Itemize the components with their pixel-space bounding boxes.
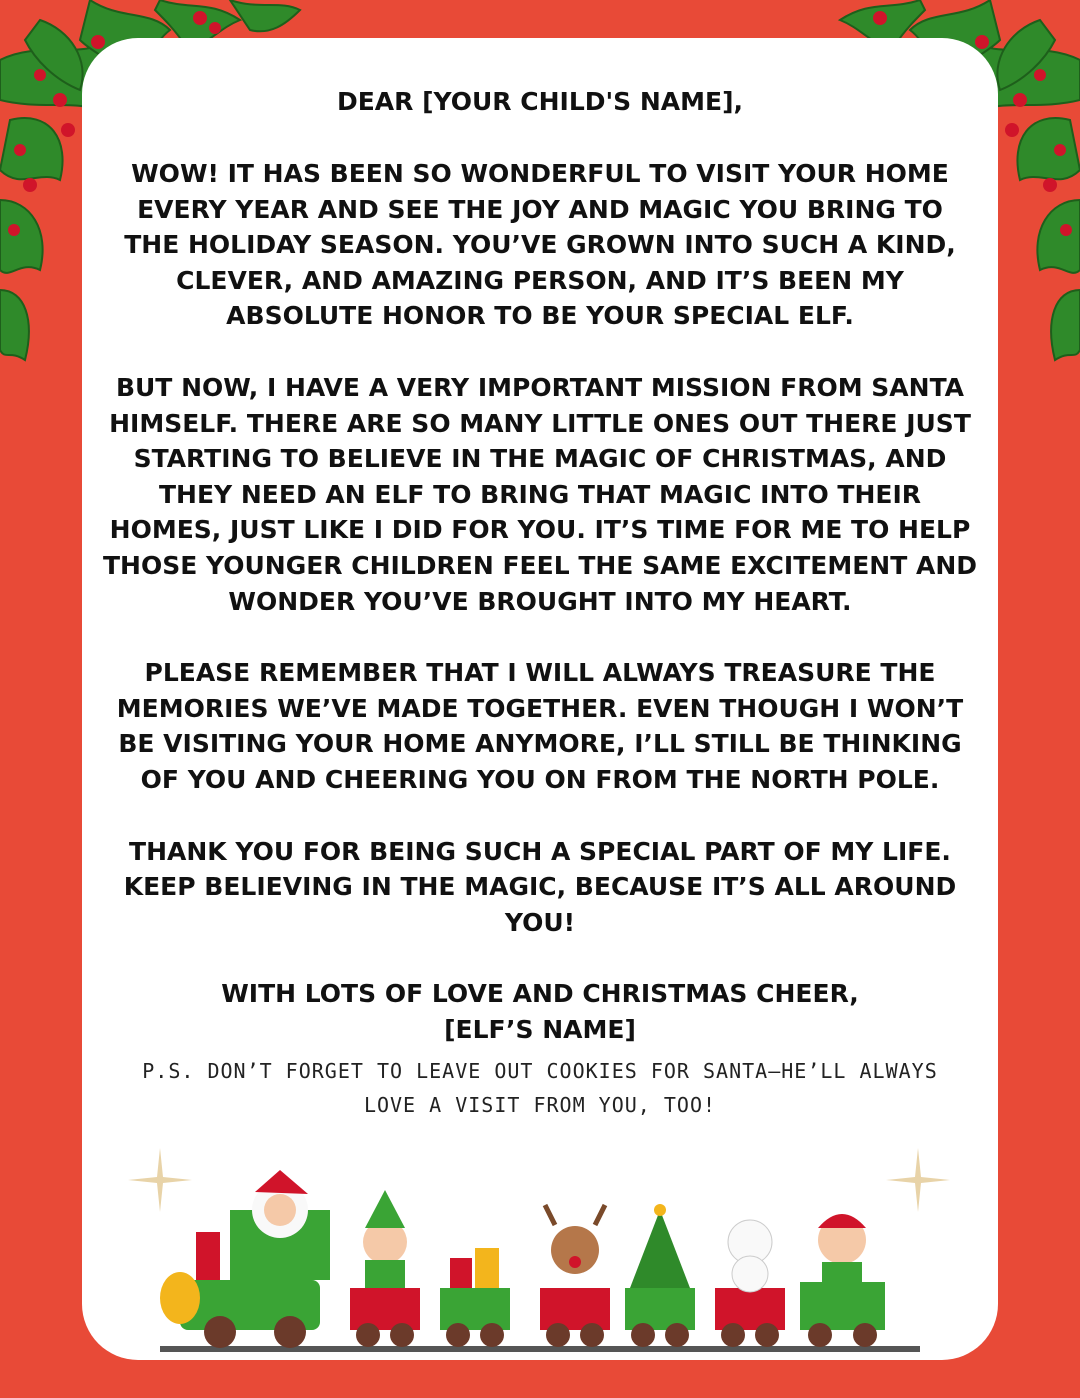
- paragraph-4: THANK YOU FOR BEING SUCH A SPECIAL PART OF MY LIFE. KEEP BELIEVING IN THE MAGIC, BECAUSE IT’S ALL AROUND YOU!: [123, 836, 957, 937]
- paragraph-1: WOW! IT HAS BEEN SO WONDERFUL TO VISIT YOUR HOME EVERY YEAR AND SEE THE JOY AND MAGIC YOU BRING TO THE HOLIDAY SEASON. YOU’VE GROWN INTO SUCH A KIND, CLEVER, AND AMAZING PERSON, AND IT’S BEEN MY ABSOLUTE HONOR TO BE YOUR SPECIAL ELF.: [124, 159, 956, 331]
- salutation: DEAR [YOUR CHILD'S NAME],: [336, 87, 744, 116]
- paragraph-3: PLEASE REMEMBER THAT I WILL ALWAYS TREASURE THE MEMORIES WE’VE MADE TOGETHER. EVEN THOUGH I WON’T BE VISITING YOUR HOME ANYMORE, I’LL STILL BE THINKING OF YOU AND CHEERING YOU ON FROM THE NORTH POLE.: [116, 658, 964, 794]
- christmas-train-icon: [160, 1170, 920, 1360]
- paragraph-2: BUT NOW, I HAVE A VERY IMPORTANT MISSION FROM SANTA HIMSELF. THERE ARE SO MANY LITTLE ONES OUT THERE JUST STARTING TO BELIEVE IN THE MAGIC OF CHRISTMAS, AND THEY NEED AN ELF TO BRING THAT MAGIC INTO THEIR HOMES, JUST LIKE I DID FOR YOU. IT’S TIME FOR ME TO HELP THOSE YOUNGER CHILDREN FEEL THE SAME EXCITEMENT AND WONDER YOU’VE BROUGHT INTO MY HEART.: [103, 372, 977, 616]
- signature: [ELF’S NAME]: [444, 1015, 636, 1045]
- letter-body: [100, 84, 980, 1048]
- closing-line: WITH LOTS OF LOVE AND CHRISTMAS CHEER,: [221, 979, 859, 1009]
- postscript: P.S. DON’T FORGET TO LEAVE OUT COOKIES FOR SANTA—HE’LL ALWAYS LOVE A VISIT FROM YOU, TOO!: [142, 1059, 938, 1117]
